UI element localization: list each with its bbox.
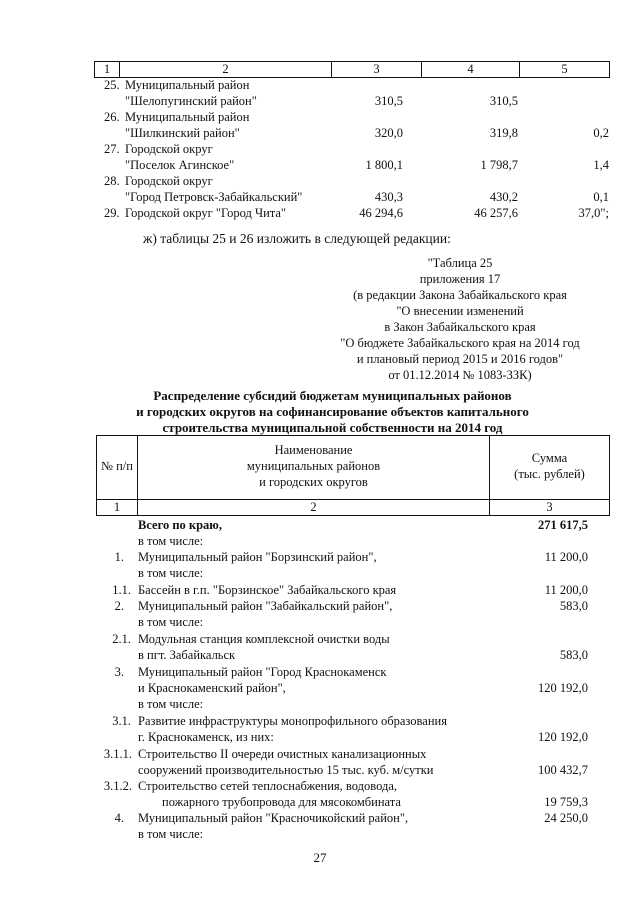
row-name: Всего по краю,: [138, 518, 222, 532]
row-amount: 120 192,0: [538, 681, 588, 695]
row-num: 3.: [114, 665, 124, 679]
top-row-c4: 46 257,6: [474, 206, 518, 220]
index-cell: 1: [113, 500, 121, 514]
row-name: в том числе:: [138, 827, 204, 841]
top-row-c5: 0,2: [593, 126, 609, 140]
row-amount: 100 432,7: [538, 763, 588, 777]
page-number: 27: [313, 850, 327, 865]
top-row-name: Городской округ "Город Чита": [125, 206, 287, 220]
title-line: и городских округов на софинансирование объектов капитального: [136, 404, 529, 419]
amendment-instruction: ж) таблицы 25 и 26 изложить в следующей редакции:: [143, 231, 451, 246]
row-name: в том числе:: [138, 534, 204, 548]
top-row-name: "Шелопугинский район": [125, 94, 257, 108]
col-name-header: муниципальных районов: [246, 459, 381, 473]
top-row-num: 29.: [104, 206, 120, 220]
row-num: 3.1.: [112, 714, 131, 728]
col-amount-header: (тыс. рублей): [514, 467, 585, 481]
row-num: 3.1.1.: [103, 747, 132, 761]
top-row-c3: 430,3: [374, 190, 403, 204]
row-amount: 11 200,0: [544, 550, 588, 564]
top-row-c3: 310,5: [374, 94, 403, 108]
row-amount: 19 759,3: [544, 795, 588, 809]
top-row-name: "Поселок Агинское": [125, 158, 235, 172]
row-num: 3.1.2.: [103, 779, 132, 793]
row-name: Муниципальный район "Город Краснокаменск: [138, 665, 387, 679]
row-name: и Краснокаменский район",: [138, 681, 286, 695]
top-row-name: Городской округ: [125, 174, 213, 188]
title-line: строительства муниципальной собственности на 2014 год: [162, 420, 503, 435]
row-name: г. Краснокаменск, из них:: [138, 730, 274, 744]
main-table-border: [96, 435, 610, 436]
top-col-header: 4: [467, 62, 474, 76]
row-name: пожарного трубопровода для мясокомбината: [162, 795, 401, 809]
top-row-c5: 0,1: [593, 190, 609, 204]
row-name: Бассейн в г.п. "Борзинское" Забайкальского края: [138, 583, 397, 597]
top-col-header: 1: [103, 62, 111, 76]
row-num: 1.: [114, 550, 124, 564]
top-row-c5: 37,0";: [578, 206, 609, 220]
row-amount: 583,0: [559, 599, 588, 613]
top-row-c4: 310,5: [489, 94, 518, 108]
row-name: в том числе:: [138, 697, 204, 711]
reference-line: "Таблица 25: [427, 256, 493, 270]
top-col-header: 2: [222, 62, 229, 76]
reference-line: приложения 17: [419, 272, 501, 286]
main-table-border: [609, 435, 610, 516]
top-row-name: "Шилкинский район": [125, 126, 240, 140]
col-name-header: Наименование: [274, 443, 353, 457]
row-name: Развитие инфраструктуры монопрофильного образования: [138, 714, 447, 728]
row-name: сооружений производительностью 15 тыс. куб. м/сутки: [138, 763, 434, 777]
title-line: Распределение субсидий бюджетам муниципальных районов: [153, 388, 512, 403]
top-row-c5: 1,4: [593, 158, 609, 172]
top-row-name: Муниципальный район: [125, 78, 250, 92]
row-num: 2.1.: [112, 632, 131, 646]
index-cell: 3: [546, 500, 553, 514]
top-row-num: 26.: [104, 110, 120, 124]
reference-line: "О внесении изменений: [396, 304, 524, 318]
col-number-header: № п/п: [101, 459, 133, 473]
top-row-num: 28.: [104, 174, 120, 188]
reference-line: в Закон Забайкальского края: [384, 320, 536, 334]
row-name: в пгт. Забайкальск: [138, 648, 236, 662]
top-row-num: 27.: [104, 142, 120, 156]
row-name: Муниципальный район "Борзинский район",: [138, 550, 377, 564]
col-amount-header: Сумма: [531, 451, 568, 465]
col-name-header: и городских округов: [259, 475, 368, 489]
reference-line: (в редакции Закона Забайкальского края: [353, 288, 567, 302]
top-table-border: [609, 61, 610, 78]
row-amount: 120 192,0: [538, 730, 588, 744]
top-col-header: 3: [373, 62, 380, 76]
row-num: 4.: [114, 811, 124, 825]
reference-line: "О бюджете Забайкальского края на 2014 год: [340, 336, 580, 350]
row-amount: 271 617,5: [538, 518, 588, 532]
row-num: 2.: [114, 599, 124, 613]
top-row-c3: 46 294,6: [359, 206, 403, 220]
top-row-c3: 320,0: [374, 126, 403, 140]
reference-line: от 01.12.2014 № 1083-ЗЗК): [388, 368, 532, 382]
top-row-c4: 319,8: [489, 126, 518, 140]
row-name: в том числе:: [138, 615, 204, 629]
top-row-name: "Город Петровск-Забайкальский": [125, 190, 303, 204]
row-name: Строительство II очереди очистных канализационных: [138, 747, 427, 761]
row-name: Модульная станция комплексной очистки воды: [138, 632, 390, 646]
row-amount: 24 250,0: [544, 811, 588, 825]
reference-line: и плановый период 2015 и 2016 годов": [356, 352, 564, 366]
top-row-name: Городской округ: [125, 142, 213, 156]
row-name: Муниципальный район "Красночикойский район",: [138, 811, 409, 825]
row-amount: 11 200,0: [544, 583, 588, 597]
top-row-num: 25.: [104, 78, 120, 92]
row-amount: 583,0: [559, 648, 588, 662]
top-row-c4: 430,2: [489, 190, 518, 204]
row-name: в том числе:: [138, 566, 204, 580]
index-cell: 2: [310, 500, 317, 514]
row-num: 1.1.: [112, 583, 131, 597]
top-row-c3: 1 800,1: [365, 158, 403, 172]
row-name: Муниципальный район "Забайкальский район",: [138, 599, 393, 613]
top-row-c4: 1 798,7: [480, 158, 518, 172]
top-row-name: Муниципальный район: [125, 110, 250, 124]
main-table-border: [96, 515, 610, 516]
row-name: Строительство сетей теплоснабжения, водовода,: [138, 779, 397, 793]
top-col-header: 5: [561, 62, 568, 76]
